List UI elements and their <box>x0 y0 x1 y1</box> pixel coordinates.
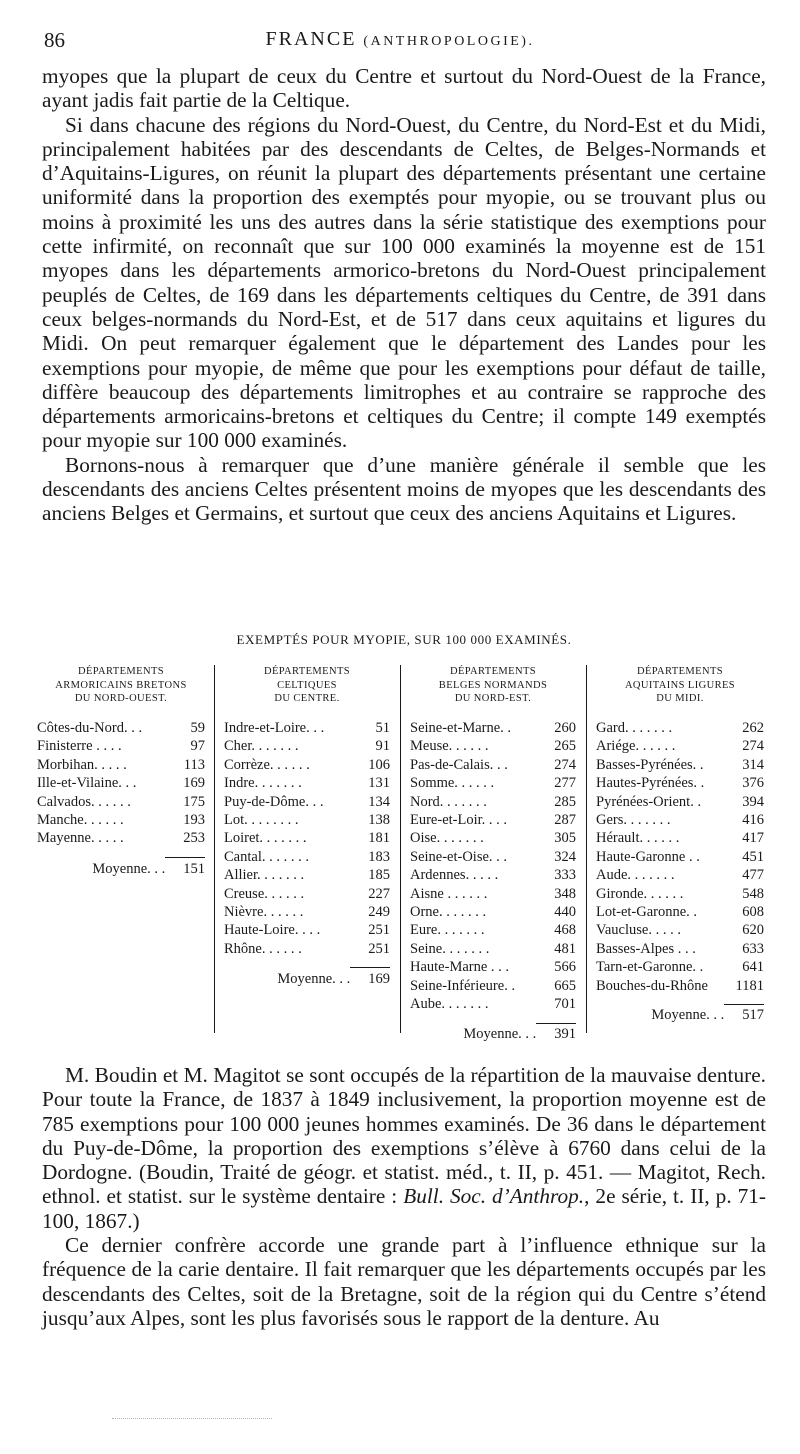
running-title-sub: (ANTHROPOLOGIE). <box>363 34 535 49</box>
paragraph: Bornons-nous à remarquer que d’une manière générale il semble que les descendants des anciens Celtes présentent moins de myopes que les descendants des anciens Belges et Germains, et surtout que ceux des anciens Aquitains et Ligures. <box>42 452 766 526</box>
myopia-count: 274 <box>742 738 764 755</box>
column-header-line: DU MIDI. <box>656 693 704 704</box>
average-value: 151 <box>183 860 205 877</box>
table-row <box>224 866 390 884</box>
department-name: Pyrénées-Orient. . <box>596 793 702 810</box>
department-name: Calvados. . . . . . <box>37 793 131 810</box>
department-name: Nièvre. . . . . . <box>224 904 304 921</box>
department-name: Corrèze. . . . . . <box>224 756 310 773</box>
column-header-line: AQUITAINS LIGURES <box>624 679 736 691</box>
table-row <box>224 921 390 939</box>
department-name: Cantal. . . . . . . <box>224 848 309 865</box>
table-row <box>410 866 576 884</box>
department-name: Orne. . . . . . . <box>410 904 487 921</box>
department-name: Gironde. . . . . . <box>596 885 684 902</box>
average-value: 517 <box>742 1007 764 1024</box>
myopia-count: 566 <box>554 959 576 976</box>
department-name: Tarn-et-Garonne. . <box>596 959 704 976</box>
column-header-line: DÉPARTEMENTS <box>449 666 537 677</box>
total-rule <box>724 1004 764 1005</box>
myopia-count: 416 <box>742 812 764 829</box>
paragraph: Ce dernier confrère accorde une grande part à l’influence ethnique sur la fréquence de la carie dentaire. Il fait remarquer que les départements occupés par les descendants des Celtes, soit de la Bretagne, soit de la région qui du Centre s’étend jusqu’aux Alpes, sont les plus favorisés sous le rapport de la denture. Au <box>42 1233 766 1330</box>
column-divider <box>214 665 215 1033</box>
myopia-count: 260 <box>554 720 576 736</box>
department-name: Mayenne. . . . . <box>37 830 124 847</box>
table-row <box>410 958 576 976</box>
table-column <box>596 665 764 1033</box>
table-row <box>410 719 576 737</box>
myopia-count: 451 <box>742 848 764 865</box>
department-name: Ille-et-Vilaine. . . <box>37 775 137 792</box>
myopia-count: 131 <box>368 775 390 792</box>
myopia-count: 227 <box>368 885 390 902</box>
table-row <box>224 885 390 903</box>
average-row <box>410 1025 576 1043</box>
myopia-count: 251 <box>368 922 390 939</box>
table-row <box>596 811 764 829</box>
table-row <box>410 756 576 774</box>
table-row <box>596 848 764 866</box>
table-row <box>596 793 764 811</box>
myopia-count: 287 <box>554 812 576 829</box>
myopia-count: 285 <box>554 793 576 810</box>
journal-title: Bull. Soc. d’Anthrop. <box>403 1184 585 1209</box>
table-row <box>410 921 576 939</box>
table-row <box>224 756 390 774</box>
department-name: Gard. . . . . . . <box>596 720 673 736</box>
department-name: Aube. . . . . . . <box>410 996 489 1013</box>
table-row <box>596 829 764 847</box>
myopia-count: 440 <box>554 904 576 921</box>
myopia-count: 633 <box>742 940 764 957</box>
myopia-count: 185 <box>368 867 390 884</box>
myopia-count: 277 <box>554 775 576 792</box>
table-row <box>37 737 205 755</box>
myopia-count: 262 <box>742 720 764 736</box>
column-header-line: DU NORD-EST. <box>454 693 532 704</box>
table-row <box>410 737 576 755</box>
myopia-count: 253 <box>183 830 205 847</box>
department-name: Gers. . . . . . . <box>596 812 671 829</box>
page-header <box>42 28 758 56</box>
myopia-count: 376 <box>742 775 764 792</box>
table-row <box>410 903 576 921</box>
department-name: Seine-Inférieure. . <box>410 977 516 994</box>
table-column <box>410 665 576 1042</box>
myopia-count: 324 <box>554 848 576 865</box>
myopia-count: 608 <box>742 904 764 921</box>
myopia-count: 181 <box>368 830 390 847</box>
myopia-count: 113 <box>183 756 205 773</box>
department-name: Rhône. . . . . . <box>224 940 302 957</box>
myopia-count: 348 <box>554 885 576 902</box>
table-row <box>410 774 576 792</box>
table-row <box>224 774 390 792</box>
department-name: Basses-Alpes . . . <box>596 940 696 957</box>
table-row <box>596 885 764 903</box>
column-header-line: DÉPARTEMENTS <box>263 666 351 677</box>
department-name: Seine-et-Marne. . <box>410 720 512 736</box>
column-header-line: DÉPARTEMENTS <box>77 666 165 677</box>
table-caption: EXEMPTÉS POUR MYOPIE, SUR 100 000 EXAMINÉS. <box>236 632 572 647</box>
table-row <box>224 940 390 958</box>
table-row <box>37 719 205 737</box>
column-header-line: CELTIQUES <box>277 679 337 691</box>
myopia-count: 481 <box>554 940 576 957</box>
table-row <box>596 958 764 976</box>
body-text-bottom <box>42 1063 766 1330</box>
myopia-count: 477 <box>742 867 764 884</box>
table-row <box>410 977 576 995</box>
paragraph-text: , 2e série, t. II, p. 71-100, 1867.) <box>42 1184 766 1233</box>
table-row <box>596 921 764 939</box>
table-row <box>410 848 576 866</box>
average-row <box>224 970 390 988</box>
table-row <box>410 829 576 847</box>
myopia-count: 91 <box>375 738 390 755</box>
department-name: Ardennes. . . . . <box>410 867 499 884</box>
myopia-count: 665 <box>554 977 576 994</box>
column-header-line: DU CENTRE. <box>274 693 340 704</box>
table-row <box>37 756 205 774</box>
department-name: Haute-Loire. . . . <box>224 922 321 939</box>
table-row <box>596 774 764 792</box>
myopia-count: 333 <box>554 867 576 884</box>
department-name: Eure. . . . . . . <box>410 922 485 939</box>
table-row <box>224 848 390 866</box>
department-name: Indre-et-Loire. . . <box>224 720 325 736</box>
column-header-line: ARMORICAINS BRETONS <box>55 679 187 691</box>
department-name: Manche. . . . . . <box>37 812 124 829</box>
myopia-count: 183 <box>368 848 390 865</box>
myopia-count: 274 <box>554 756 576 773</box>
myopia-count: 305 <box>554 830 576 847</box>
department-name: Bouches-du-Rhône <box>596 977 708 994</box>
body-text-top <box>42 64 766 526</box>
table-row <box>596 756 764 774</box>
table-row <box>224 737 390 755</box>
column-header-line: DÉPARTEMENTS <box>636 666 724 677</box>
table-row <box>596 719 764 737</box>
column-divider <box>586 665 587 1033</box>
average-label: Moyenne. . . <box>277 971 351 988</box>
column-header <box>224 665 390 715</box>
myopia-count: 59 <box>190 720 205 736</box>
department-name: Finisterre . . . . <box>37 738 122 755</box>
column-header-line: DU NORD-OUEST. <box>74 693 168 704</box>
table-row <box>37 774 205 792</box>
department-name: Haute-Garonne . . <box>596 848 700 865</box>
myopia-count: 468 <box>554 922 576 939</box>
table-row <box>410 995 576 1013</box>
department-name: Pas-de-Calais. . . <box>410 756 508 773</box>
table-row <box>410 940 576 958</box>
department-name: Allier. . . . . . . <box>224 867 305 884</box>
column-header <box>37 665 205 715</box>
column-divider <box>400 665 401 1033</box>
department-name: Oise. . . . . . . <box>410 830 484 847</box>
myopia-count: 51 <box>375 720 390 736</box>
paragraph: Si dans chacune des régions du Nord-Ouest, du Centre, du Nord-Est et du Midi, principalement habitées par des descendants de Celtes, de Belges-Normands et d’Aquitains-Ligures, on réunit la plupart des départements présentant une certaine uniformité dans la proportion des exemptés pour myopie, ou se trouvant plus ou moins à proximité les uns des autres dans la série statistique des exemptions pour cette infirmité, on reconnaît que sur 100 000 examinés la moyenne est de 151 myopes dans les départements armorico-bretons du Nord-Ouest principalement peuplés de Celtes, de 169 dans les départements celtiques du Centre, de 391 dans ceux belges-normands du Nord-Est, et de 517 dans ceux aquitains et ligures du Midi. On peut remarquer également que le département des Landes pour les exemptions pour myopie, de même que pour les exemptions pour défaut de taille, diffère beaucoup des départements limitrophes et au contraire se rapproche des départements armoricains-bretons et celtiques du Centre; il compte 149 exemptés pour myopie sur 100 000 examinés. <box>42 112 766 453</box>
paragraph <box>42 1063 766 1233</box>
myopia-count: 701 <box>554 996 576 1013</box>
table-row <box>410 793 576 811</box>
department-name: Lot. . . . . . . . <box>224 812 299 829</box>
running-title-main: FRANCE <box>265 28 357 50</box>
department-name: Morbihan. . . . . <box>37 756 127 773</box>
myopia-count: 106 <box>368 756 390 773</box>
page-number: 86 <box>44 28 65 52</box>
table-row <box>37 793 205 811</box>
paragraph-text: M. Boudin et M. Magitot se sont occupés de la répartition de la mauvaise denture. Pour toute la France, de 1837 à 1849 inclusivement, la proportion moyenne est de 785 exemptions pour 100 000 jeunes hommes examinés. De 36 dans le département du Puy-de-Dôme, la proportion des exemptions s’élève à 6760 dans celui de la Dordogne. (Boudin, Traité de géogr. et statist. méd., t. II, p. 451. — Magitot, Rech. ethnol. et statist. sur le système dentaire : <box>42 1063 766 1209</box>
myopia-count: 548 <box>742 885 764 902</box>
average-value: 391 <box>554 1025 576 1042</box>
department-name: Puy-de-Dôme. . . <box>224 793 324 810</box>
myopia-count: 394 <box>742 793 764 810</box>
total-rule <box>350 967 390 968</box>
department-name: Meuse. . . . . . <box>410 738 489 755</box>
department-name: Nord. . . . . . . <box>410 793 487 810</box>
department-name: Ariége. . . . . . <box>596 738 676 755</box>
myopia-count: 1181 <box>735 977 764 994</box>
table-column <box>37 665 205 1033</box>
column-header <box>596 665 764 715</box>
table-row <box>596 866 764 884</box>
department-name: Hautes-Pyrénées. . <box>596 775 705 792</box>
department-name: Cher. . . . . . . <box>224 738 299 755</box>
total-rule <box>165 857 205 858</box>
table-row <box>410 885 576 903</box>
table-row <box>224 793 390 811</box>
myopia-count: 251 <box>368 940 390 957</box>
print-smudge <box>112 1418 272 1419</box>
myopia-count: 175 <box>183 793 205 810</box>
column-header-line: BELGES NORMANDS <box>438 679 548 691</box>
table-row <box>596 737 764 755</box>
myopia-count: 134 <box>368 793 390 810</box>
myopia-count: 314 <box>742 756 764 773</box>
department-name: Aude. . . . . . . <box>596 867 675 884</box>
average-value: 169 <box>368 971 390 988</box>
average-row <box>37 860 205 878</box>
department-name: Hérault. . . . . . <box>596 830 680 847</box>
table-row <box>224 829 390 847</box>
myopia-count: 138 <box>368 812 390 829</box>
paragraph: myopes que la plupart de ceux du Centre et surtout du Nord-Ouest de la France, ayant jadis fait partie de la Celtique. <box>42 64 766 113</box>
myopia-count: 169 <box>183 775 205 792</box>
table-row <box>410 811 576 829</box>
myopia-count: 193 <box>183 812 205 829</box>
myopia-count: 97 <box>190 738 205 755</box>
average-label: Moyenne. . . <box>463 1025 537 1042</box>
department-name: Somme. . . . . . <box>410 775 495 792</box>
myopia-count: 641 <box>742 959 764 976</box>
running-title <box>42 28 758 51</box>
department-name: Basses-Pyrénées. . <box>596 756 704 773</box>
department-name: Aisne . . . . . . <box>410 885 488 902</box>
average-label: Moyenne. . . <box>651 1007 725 1024</box>
table-column <box>224 665 390 1033</box>
department-name: Seine. . . . . . . <box>410 940 490 957</box>
table-row <box>37 811 205 829</box>
department-name: Lot-et-Garonne. . <box>596 904 698 921</box>
table-row <box>596 977 764 995</box>
department-name: Haute-Marne . . . <box>410 959 510 976</box>
department-name: Côtes-du-Nord. . . <box>37 720 143 736</box>
table-row <box>224 811 390 829</box>
table-row <box>37 829 205 847</box>
department-name: Seine-et-Oise. . . <box>410 848 508 865</box>
table-row <box>224 903 390 921</box>
average-row <box>596 1006 764 1024</box>
department-name: Eure-et-Loir. . . . <box>410 812 508 829</box>
myopia-count: 620 <box>742 922 764 939</box>
table-row <box>224 719 390 737</box>
department-name: Indre. . . . . . . <box>224 775 302 792</box>
average-label: Moyenne. . . <box>92 860 166 877</box>
total-rule <box>536 1023 576 1024</box>
column-header <box>410 665 576 715</box>
myopia-count: 417 <box>742 830 764 847</box>
myopia-count: 265 <box>554 738 576 755</box>
department-name: Creuse. . . . . . <box>224 885 305 902</box>
department-name: Vaucluse. . . . . <box>596 922 681 939</box>
table-row <box>596 940 764 958</box>
table-row <box>596 903 764 921</box>
myopia-count: 249 <box>368 904 390 921</box>
department-name: Loiret. . . . . . . <box>224 830 307 847</box>
